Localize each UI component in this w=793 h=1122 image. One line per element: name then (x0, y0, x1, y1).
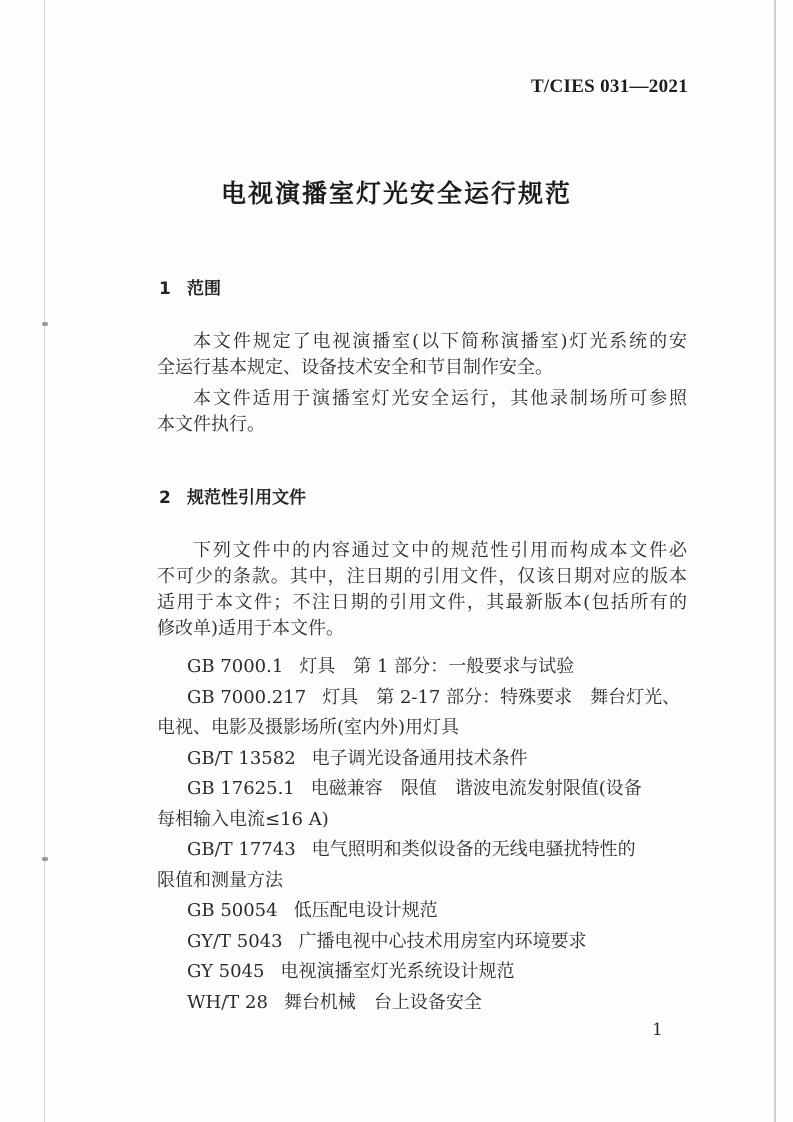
reference-title: 电子调光设备通用技术条件 (311, 747, 528, 769)
reference-continuation: 限值和测量方法 (157, 869, 283, 891)
reference-title: 舞台机械 台上设备安全 (283, 991, 482, 1013)
reference-item (157, 988, 687, 1019)
reference-code: GB 50054 (187, 900, 278, 921)
paragraph-line: 修改单)适用于本文件。 (157, 618, 345, 639)
paragraph-line: 下列文件中的内容通过文中的规范性引用而构成本文件必 (193, 540, 687, 561)
reference-item (157, 744, 687, 775)
binding-hole-mark (42, 322, 48, 326)
reference-code: GB 7000.217 (187, 686, 307, 708)
scan-edge-right (774, 0, 776, 1122)
section-heading-scope (159, 274, 221, 299)
reference-item (157, 774, 687, 805)
paragraph-line: 全运行基本规定、设备技术安全和节目制作安全。 (157, 357, 553, 378)
reference-title: 电磁兼容 限值 谐波电流发射限值(设备 (310, 778, 642, 799)
reference-continuation: 电视、电影及摄影场所(室内外)用灯具 (157, 717, 460, 738)
reference-title: 广播电视中心技术用房室内环境要求 (298, 930, 587, 952)
section-body-scope (157, 329, 687, 438)
paragraph-line: 本文件执行。 (157, 414, 265, 435)
binding-hole-mark (42, 857, 48, 861)
section-number: 2 (159, 488, 171, 508)
reference-title: 灯具 第 2-17 部分：特殊要求 舞台灯光、 (322, 686, 681, 708)
reference-title: 灯具 第 1 部分：一般要求与试验 (299, 656, 575, 677)
document-title: 电视演播室灯光安全运行规范 (220, 179, 572, 208)
paragraph-line: 本文件规定了电视演播室(以下简称演播室)灯光系统的安 (193, 331, 687, 352)
reference-item (157, 957, 687, 988)
section-title: 范围 (187, 279, 221, 299)
reference-code: WH/T 28 (187, 991, 268, 1013)
reference-code: GY/T 5043 (187, 930, 283, 952)
reference-item (157, 927, 687, 958)
reference-item (157, 683, 687, 714)
paragraph-line: 本文件适用于演播室灯光安全运行，其他录制场所可参照 (193, 388, 687, 409)
reference-list (157, 652, 687, 1018)
section-heading-normative-references (159, 483, 306, 508)
section-body-normative-references (157, 538, 687, 642)
reference-title: 低压配电设计规范 (293, 900, 438, 921)
reference-continuation: 每相输入电流≤16 A) (157, 808, 329, 830)
scan-edge-left (44, 0, 45, 1122)
document-number: T/CIES 031—2021 (530, 76, 688, 97)
reference-code: GB/T 13582 (187, 747, 296, 769)
reference-item (157, 896, 687, 927)
reference-code: GB 7000.1 (187, 656, 284, 677)
reference-item (157, 835, 687, 866)
reference-title: 电视演播室灯光系统设计规范 (280, 961, 515, 982)
reference-code: GB 17625.1 (187, 778, 295, 799)
paragraph-line: 适用于本文件；不注日期的引用文件，其最新版本(包括所有的 (157, 592, 687, 613)
section-title: 规范性引用文件 (187, 488, 306, 508)
section-number: 1 (159, 279, 171, 299)
reference-code: GB/T 17743 (187, 839, 296, 860)
reference-item (157, 652, 687, 683)
page-number: 1 (652, 1020, 663, 1040)
reference-code: GY 5045 (187, 961, 265, 982)
reference-title: 电气照明和类似设备的无线电骚扰特性的 (311, 839, 636, 860)
paragraph-line: 不可少的条款。其中，注日期的引用文件，仅该日期对应的版本 (157, 566, 687, 587)
